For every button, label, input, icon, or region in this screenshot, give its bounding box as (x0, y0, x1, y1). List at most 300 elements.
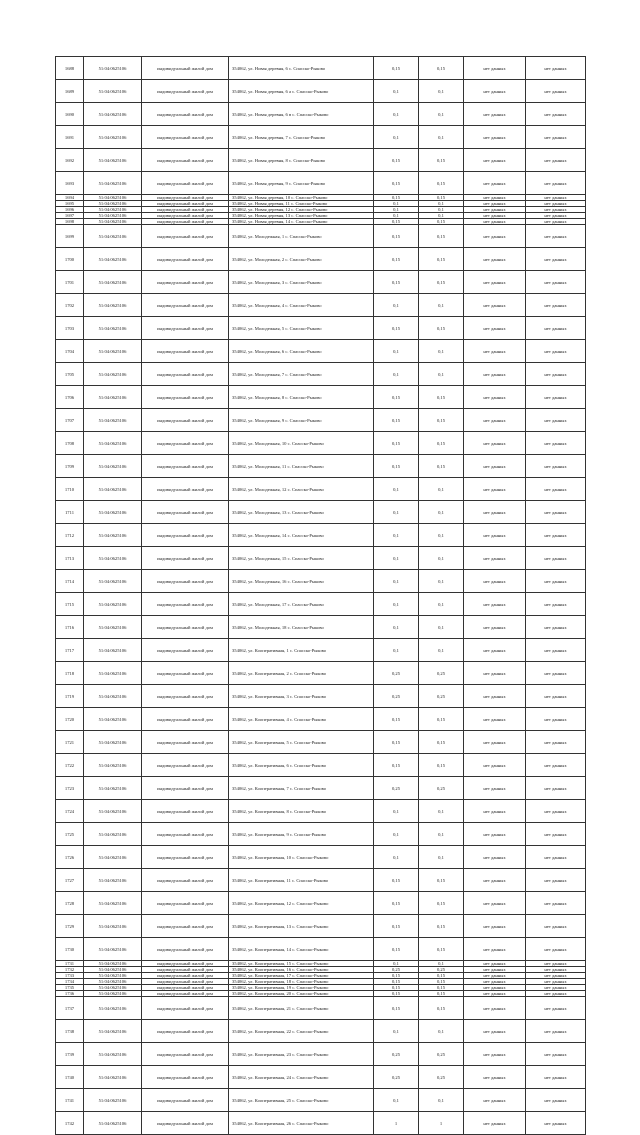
table-row (56, 386, 586, 409)
row-number-cell: 1713 (56, 547, 84, 570)
note-cell: нет данных (526, 973, 586, 979)
table-row (56, 80, 586, 103)
cadastral-block-cell: 51:04:0625106 (84, 961, 142, 967)
status-cell: нет данных (464, 1089, 526, 1112)
table-row (56, 524, 586, 547)
address-cell: 354062, ул. Кооперативная, 1 с. Спасско-Рыково (229, 639, 374, 662)
note-cell: нет данных (526, 501, 586, 524)
area-cell: 0,1 (374, 501, 419, 524)
area-2-cell: 0,15 (419, 219, 464, 225)
object-type-cell: индивидуальный жилой дом (142, 991, 229, 997)
area-cell: 0,15 (374, 455, 419, 478)
status-cell: нет данных (464, 985, 526, 991)
area-cell: 0,1 (374, 478, 419, 501)
object-type-cell: индивидуальный жилой дом (142, 892, 229, 915)
area-cell: 0,1 (374, 363, 419, 386)
cadastral-block-cell: 51:04:0625106 (84, 938, 142, 961)
note-cell: нет данных (526, 340, 586, 363)
object-type-cell: индивидуальный жилой дом (142, 294, 229, 317)
note-cell: нет данных (526, 126, 586, 149)
note-cell: нет данных (526, 201, 586, 207)
address-cell: 354062, ул. Кооперативная, 22 с. Спасско-Рыково (229, 1020, 374, 1043)
area-2-cell: 0,1 (419, 846, 464, 869)
table-row (56, 869, 586, 892)
row-number-cell: 1690 (56, 103, 84, 126)
address-cell: 354062, ул. Кооперативная, 23 с. Спасско-Рыково (229, 1043, 374, 1066)
address-cell: 354062, ул. Молодежная, 4 с. Спасско-Рыково (229, 294, 374, 317)
object-type-cell: индивидуальный жилой дом (142, 1043, 229, 1066)
note-cell: нет данных (526, 524, 586, 547)
area-cell: 0,15 (374, 997, 419, 1020)
area-cell: 0,25 (374, 967, 419, 973)
note-cell: нет данных (526, 800, 586, 823)
row-number-cell: 1727 (56, 869, 84, 892)
area-cell: 0,15 (374, 386, 419, 409)
status-cell: нет данных (464, 409, 526, 432)
area-2-cell: 0,1 (419, 294, 464, 317)
address-cell: 354062, ул. Кооперативная, 9 с. Спасско-Рыково (229, 823, 374, 846)
note-cell: нет данных (526, 149, 586, 172)
object-type-cell: индивидуальный жилой дом (142, 961, 229, 967)
object-type-cell: индивидуальный жилой дом (142, 570, 229, 593)
row-number-cell: 1729 (56, 915, 84, 938)
area-cell: 0,25 (374, 685, 419, 708)
address-cell: 354062, ул. Кооперативная, 4 с. Спасско-Рыково (229, 708, 374, 731)
object-type-cell: индивидуальный жилой дом (142, 149, 229, 172)
status-cell: нет данных (464, 1112, 526, 1135)
cadastral-block-cell: 51:04:0625106 (84, 409, 142, 432)
object-type-cell: индивидуальный жилой дом (142, 1020, 229, 1043)
status-cell: нет данных (464, 846, 526, 869)
status-cell: нет данных (464, 1043, 526, 1066)
area-2-cell: 0,1 (419, 478, 464, 501)
status-cell: нет данных (464, 201, 526, 207)
cadastral-block-cell: 51:04:0625106 (84, 248, 142, 271)
note-cell: нет данных (526, 938, 586, 961)
area-cell: 0,1 (374, 524, 419, 547)
note-cell: нет данных (526, 455, 586, 478)
object-type-cell: индивидуальный жилой дом (142, 685, 229, 708)
table-row (56, 340, 586, 363)
cadastral-block-cell: 51:04:0625106 (84, 386, 142, 409)
cadastral-block-cell: 51:04:0625106 (84, 126, 142, 149)
note-cell: нет данных (526, 409, 586, 432)
table-row (56, 547, 586, 570)
status-cell: нет данных (464, 708, 526, 731)
note-cell: нет данных (526, 207, 586, 213)
row-number-cell: 1699 (56, 225, 84, 248)
address-cell: 354062, ул. Кооперативная, 18 с. Спасско-Рыково (229, 979, 374, 985)
address-cell: 354062, ул. Кооперативная, 20 с. Спасско-Рыково (229, 991, 374, 997)
area-cell: 0,25 (374, 1043, 419, 1066)
address-cell: 354062, ул. Молодежная, 8 с. Спасско-Рыково (229, 386, 374, 409)
status-cell: нет данных (464, 80, 526, 103)
row-number-cell: 1722 (56, 754, 84, 777)
area-2-cell: 0,1 (419, 501, 464, 524)
object-type-cell: индивидуальный жилой дом (142, 823, 229, 846)
area-2-cell: 0,1 (419, 524, 464, 547)
address-cell: 354062, ул. Новая деревня, 12 с. Спасско-Рыково (229, 207, 374, 213)
area-2-cell: 0,25 (419, 662, 464, 685)
cadastral-block-cell: 51:04:0625106 (84, 708, 142, 731)
status-cell: нет данных (464, 248, 526, 271)
area-2-cell: 0,15 (419, 195, 464, 201)
table-row (56, 57, 586, 80)
address-cell: 354062, ул. Кооперативная, 24 с. Спасско-Рыково (229, 1066, 374, 1089)
row-number-cell: 1695 (56, 201, 84, 207)
row-number-cell: 1733 (56, 973, 84, 979)
note-cell: нет данных (526, 823, 586, 846)
area-cell: 0,15 (374, 892, 419, 915)
object-type-cell: индивидуальный жилой дом (142, 915, 229, 938)
table-row (56, 294, 586, 317)
area-2-cell: 0,1 (419, 961, 464, 967)
object-type-cell: индивидуальный жилой дом (142, 478, 229, 501)
area-cell: 0,1 (374, 213, 419, 219)
address-cell: 354062, ул. Молодежная, 15 с. Спасско-Рыково (229, 547, 374, 570)
area-2-cell: 0,15 (419, 997, 464, 1020)
object-type-cell: индивидуальный жилой дом (142, 432, 229, 455)
row-number-cell: 1721 (56, 731, 84, 754)
object-type-cell: индивидуальный жилой дом (142, 195, 229, 201)
row-number-cell: 1697 (56, 213, 84, 219)
object-type-cell: индивидуальный жилой дом (142, 869, 229, 892)
cadastral-block-cell: 51:04:0625106 (84, 213, 142, 219)
area-2-cell: 0,1 (419, 639, 464, 662)
row-number-cell: 1688 (56, 57, 84, 80)
object-type-cell: индивидуальный жилой дом (142, 754, 229, 777)
area-2-cell: 0,1 (419, 1020, 464, 1043)
note-cell: нет данных (526, 846, 586, 869)
cadastral-block-cell: 51:04:0625106 (84, 823, 142, 846)
area-cell: 0,15 (374, 731, 419, 754)
cadastral-block-cell: 51:04:0625106 (84, 172, 142, 195)
area-2-cell: 0,15 (419, 149, 464, 172)
cadastral-block-cell: 51:04:0625106 (84, 149, 142, 172)
table-row (56, 915, 586, 938)
table-row (56, 777, 586, 800)
register-table (55, 56, 586, 1135)
area-cell: 0,15 (374, 219, 419, 225)
note-cell: нет данных (526, 1020, 586, 1043)
area-2-cell: 0,1 (419, 126, 464, 149)
area-cell: 0,1 (374, 201, 419, 207)
table-row (56, 1020, 586, 1043)
status-cell: нет данных (464, 685, 526, 708)
address-cell: 354062, ул. Новая деревня, 9 с. Спасско-Рыково (229, 172, 374, 195)
note-cell: нет данных (526, 985, 586, 991)
area-2-cell: 0,1 (419, 823, 464, 846)
object-type-cell: индивидуальный жилой дом (142, 938, 229, 961)
object-type-cell: индивидуальный жилой дом (142, 800, 229, 823)
area-cell: 0,15 (374, 409, 419, 432)
area-cell: 0,15 (374, 317, 419, 340)
cadastral-block-cell: 51:04:0625106 (84, 915, 142, 938)
status-cell: нет данных (464, 386, 526, 409)
status-cell: нет данных (464, 126, 526, 149)
row-number-cell: 1723 (56, 777, 84, 800)
table-row (56, 754, 586, 777)
object-type-cell: индивидуальный жилой дом (142, 973, 229, 979)
row-number-cell: 1735 (56, 985, 84, 991)
table-row (56, 172, 586, 195)
status-cell: нет данных (464, 455, 526, 478)
table-body (56, 57, 586, 1135)
cadastral-block-cell: 51:04:0625106 (84, 432, 142, 455)
address-cell: 354062, ул. Кооперативная, 17 с. Спасско-Рыково (229, 973, 374, 979)
note-cell: нет данных (526, 869, 586, 892)
area-cell: 0,25 (374, 777, 419, 800)
table-row (56, 478, 586, 501)
row-number-cell: 1709 (56, 455, 84, 478)
table-row (56, 248, 586, 271)
area-2-cell: 0,1 (419, 363, 464, 386)
address-cell: 354062, ул. Молодежная, 16 с. Спасско-Рыково (229, 570, 374, 593)
note-cell: нет данных (526, 1066, 586, 1089)
table-row (56, 363, 586, 386)
row-number-cell: 1731 (56, 961, 84, 967)
object-type-cell: индивидуальный жилой дом (142, 201, 229, 207)
row-number-cell: 1701 (56, 271, 84, 294)
row-number-cell: 1732 (56, 967, 84, 973)
address-cell: 354062, ул. Новая деревня, 6 в с. Спасско-Рыково (229, 103, 374, 126)
note-cell: нет данных (526, 593, 586, 616)
status-cell: нет данных (464, 478, 526, 501)
status-cell: нет данных (464, 340, 526, 363)
status-cell: нет данных (464, 195, 526, 201)
status-cell: нет данных (464, 501, 526, 524)
status-cell: нет данных (464, 570, 526, 593)
address-cell: 354062, ул. Молодежная, 12 с. Спасско-Рыково (229, 478, 374, 501)
address-cell: 354062, ул. Новая деревня, 14 с. Спасско-Рыково (229, 219, 374, 225)
row-number-cell: 1728 (56, 892, 84, 915)
area-2-cell: 0,15 (419, 754, 464, 777)
table-row (56, 1043, 586, 1066)
area-2-cell: 0,15 (419, 979, 464, 985)
row-number-cell: 1694 (56, 195, 84, 201)
cadastral-block-cell: 51:04:0625106 (84, 1043, 142, 1066)
address-cell: 354062, ул. Молодежная, 18 с. Спасско-Рыково (229, 616, 374, 639)
object-type-cell: индивидуальный жилой дом (142, 172, 229, 195)
row-number-cell: 1719 (56, 685, 84, 708)
note-cell: нет данных (526, 547, 586, 570)
object-type-cell: индивидуальный жилой дом (142, 248, 229, 271)
address-cell: 354062, ул. Молодежная, 17 с. Спасско-Рыково (229, 593, 374, 616)
note-cell: нет данных (526, 363, 586, 386)
cadastral-block-cell: 51:04:0625106 (84, 973, 142, 979)
note-cell: нет данных (526, 991, 586, 997)
status-cell: нет данных (464, 294, 526, 317)
area-cell: 0,15 (374, 225, 419, 248)
note-cell: нет данных (526, 979, 586, 985)
table-row (56, 846, 586, 869)
address-cell: 354062, ул. Новая деревня, 13 с. Спасско-Рыково (229, 213, 374, 219)
cadastral-block-cell: 51:04:0625106 (84, 985, 142, 991)
address-cell: 354062, ул. Кооперативная, 10 с. Спасско-Рыково (229, 846, 374, 869)
table-row (56, 501, 586, 524)
area-cell: 0,15 (374, 754, 419, 777)
area-2-cell: 0,15 (419, 409, 464, 432)
area-2-cell: 0,1 (419, 570, 464, 593)
area-cell: 0,1 (374, 593, 419, 616)
cadastral-block-cell: 51:04:0625106 (84, 979, 142, 985)
table-row (56, 708, 586, 731)
cadastral-block-cell: 51:04:0625106 (84, 892, 142, 915)
object-type-cell: индивидуальный жилой дом (142, 1089, 229, 1112)
area-cell: 0,1 (374, 547, 419, 570)
status-cell: нет данных (464, 363, 526, 386)
address-cell: 354062, ул. Молодежная, 2 с. Спасско-Рыково (229, 248, 374, 271)
cadastral-block-cell: 51:04:0625106 (84, 639, 142, 662)
status-cell: нет данных (464, 662, 526, 685)
note-cell: нет данных (526, 731, 586, 754)
table-row (56, 685, 586, 708)
note-cell: нет данных (526, 708, 586, 731)
table-row (56, 1112, 586, 1135)
object-type-cell: индивидуальный жилой дом (142, 103, 229, 126)
status-cell: нет данных (464, 547, 526, 570)
cadastral-block-cell: 51:04:0625106 (84, 777, 142, 800)
object-type-cell: индивидуальный жилой дом (142, 409, 229, 432)
object-type-cell: индивидуальный жилой дом (142, 57, 229, 80)
area-2-cell: 0,15 (419, 938, 464, 961)
address-cell: 354062, ул. Молодежная, 3 с. Спасско-Рыково (229, 271, 374, 294)
object-type-cell: индивидуальный жилой дом (142, 363, 229, 386)
table-row (56, 616, 586, 639)
address-cell: 354062, ул. Кооперативная, 8 с. Спасско-Рыково (229, 800, 374, 823)
address-cell: 354062, ул. Молодежная, 11 с. Спасско-Рыково (229, 455, 374, 478)
area-2-cell: 0,15 (419, 915, 464, 938)
table-row (56, 103, 586, 126)
address-cell: 354062, ул. Молодежная, 10 с. Спасско-Рыково (229, 432, 374, 455)
address-cell: 354062, ул. Молодежная, 9 с. Спасско-Рыково (229, 409, 374, 432)
note-cell: нет данных (526, 915, 586, 938)
status-cell: нет данных (464, 938, 526, 961)
note-cell: нет данных (526, 294, 586, 317)
status-cell: нет данных (464, 271, 526, 294)
area-2-cell: 0,15 (419, 869, 464, 892)
note-cell: нет данных (526, 639, 586, 662)
object-type-cell: индивидуальный жилой дом (142, 524, 229, 547)
status-cell: нет данных (464, 967, 526, 973)
row-number-cell: 1730 (56, 938, 84, 961)
area-2-cell: 0,15 (419, 985, 464, 991)
area-2-cell: 0,15 (419, 731, 464, 754)
table-row (56, 1089, 586, 1112)
row-number-cell: 1702 (56, 294, 84, 317)
status-cell: нет данных (464, 219, 526, 225)
table-row (56, 126, 586, 149)
object-type-cell: индивидуальный жилой дом (142, 731, 229, 754)
table-row (56, 593, 586, 616)
status-cell: нет данных (464, 524, 526, 547)
area-cell: 0,1 (374, 207, 419, 213)
cadastral-block-cell: 51:04:0625106 (84, 685, 142, 708)
status-cell: нет данных (464, 1066, 526, 1089)
cadastral-block-cell: 51:04:0625106 (84, 800, 142, 823)
object-type-cell: индивидуальный жилой дом (142, 1112, 229, 1135)
row-number-cell: 1734 (56, 979, 84, 985)
address-cell: 354062, ул. Новая деревня, 11 с. Спасско-Рыково (229, 201, 374, 207)
address-cell: 354062, ул. Кооперативная, 15 с. Спасско-Рыково (229, 961, 374, 967)
note-cell: нет данных (526, 219, 586, 225)
area-2-cell: 0,15 (419, 225, 464, 248)
cadastral-block-cell: 51:04:0625106 (84, 616, 142, 639)
area-cell: 0,1 (374, 126, 419, 149)
area-cell: 0,15 (374, 869, 419, 892)
note-cell: нет данных (526, 1043, 586, 1066)
note-cell: нет данных (526, 317, 586, 340)
row-number-cell: 1739 (56, 1043, 84, 1066)
address-cell: 354062, ул. Молодежная, 7 с. Спасско-Рыково (229, 363, 374, 386)
area-2-cell: 0,15 (419, 455, 464, 478)
table-row (56, 570, 586, 593)
row-number-cell: 1708 (56, 432, 84, 455)
area-2-cell: 0,25 (419, 685, 464, 708)
address-cell: 354062, ул. Кооперативная, 5 с. Спасско-Рыково (229, 731, 374, 754)
cadastral-block-cell: 51:04:0625106 (84, 754, 142, 777)
cadastral-block-cell: 51:04:0625106 (84, 1112, 142, 1135)
cadastral-block-cell: 51:04:0625106 (84, 478, 142, 501)
object-type-cell: индивидуальный жилой дом (142, 708, 229, 731)
cadastral-block-cell: 51:04:0625106 (84, 991, 142, 997)
row-number-cell: 1689 (56, 80, 84, 103)
cadastral-block-cell: 51:04:0625106 (84, 967, 142, 973)
area-2-cell: 0,15 (419, 248, 464, 271)
area-cell: 0,15 (374, 248, 419, 271)
area-2-cell: 0,15 (419, 892, 464, 915)
area-2-cell: 0,15 (419, 973, 464, 979)
area-2-cell: 0,1 (419, 616, 464, 639)
area-cell: 0,1 (374, 570, 419, 593)
address-cell: 354062, ул. Кооперативная, 7 с. Спасско-Рыково (229, 777, 374, 800)
object-type-cell: индивидуальный жилой дом (142, 547, 229, 570)
row-number-cell: 1703 (56, 317, 84, 340)
cadastral-block-cell: 51:04:0625106 (84, 271, 142, 294)
table-row (56, 1066, 586, 1089)
address-cell: 354062, ул. Кооперативная, 6 с. Спасско-Рыково (229, 754, 374, 777)
cadastral-block-cell: 51:04:0625106 (84, 219, 142, 225)
address-cell: 354062, ул. Новая деревня, 10 с. Спасско-Рыково (229, 195, 374, 201)
area-cell: 0,1 (374, 340, 419, 363)
cadastral-block-cell: 51:04:0625106 (84, 201, 142, 207)
table-row (56, 823, 586, 846)
status-cell: нет данных (464, 225, 526, 248)
row-number-cell: 1696 (56, 207, 84, 213)
address-cell: 354062, ул. Кооперативная, 19 с. Спасско-Рыково (229, 985, 374, 991)
area-2-cell: 0,1 (419, 201, 464, 207)
status-cell: нет данных (464, 979, 526, 985)
object-type-cell: индивидуальный жилой дом (142, 126, 229, 149)
note-cell: нет данных (526, 967, 586, 973)
address-cell: 354062, ул. Новая деревня, 7 с. Спасско-Рыково (229, 126, 374, 149)
table-row (56, 731, 586, 754)
table-row (56, 997, 586, 1020)
area-cell: 1 (374, 1112, 419, 1135)
table-row (56, 938, 586, 961)
status-cell: нет данных (464, 915, 526, 938)
object-type-cell: индивидуальный жилой дом (142, 639, 229, 662)
cadastral-block-cell: 51:04:0625106 (84, 662, 142, 685)
area-cell: 0,15 (374, 57, 419, 80)
area-cell: 0,15 (374, 149, 419, 172)
status-cell: нет данных (464, 593, 526, 616)
cadastral-block-cell: 51:04:0625106 (84, 524, 142, 547)
status-cell: нет данных (464, 149, 526, 172)
note-cell: нет данных (526, 1089, 586, 1112)
table-row (56, 409, 586, 432)
address-cell: 354062, ул. Кооперативная, 3 с. Спасско-Рыково (229, 685, 374, 708)
